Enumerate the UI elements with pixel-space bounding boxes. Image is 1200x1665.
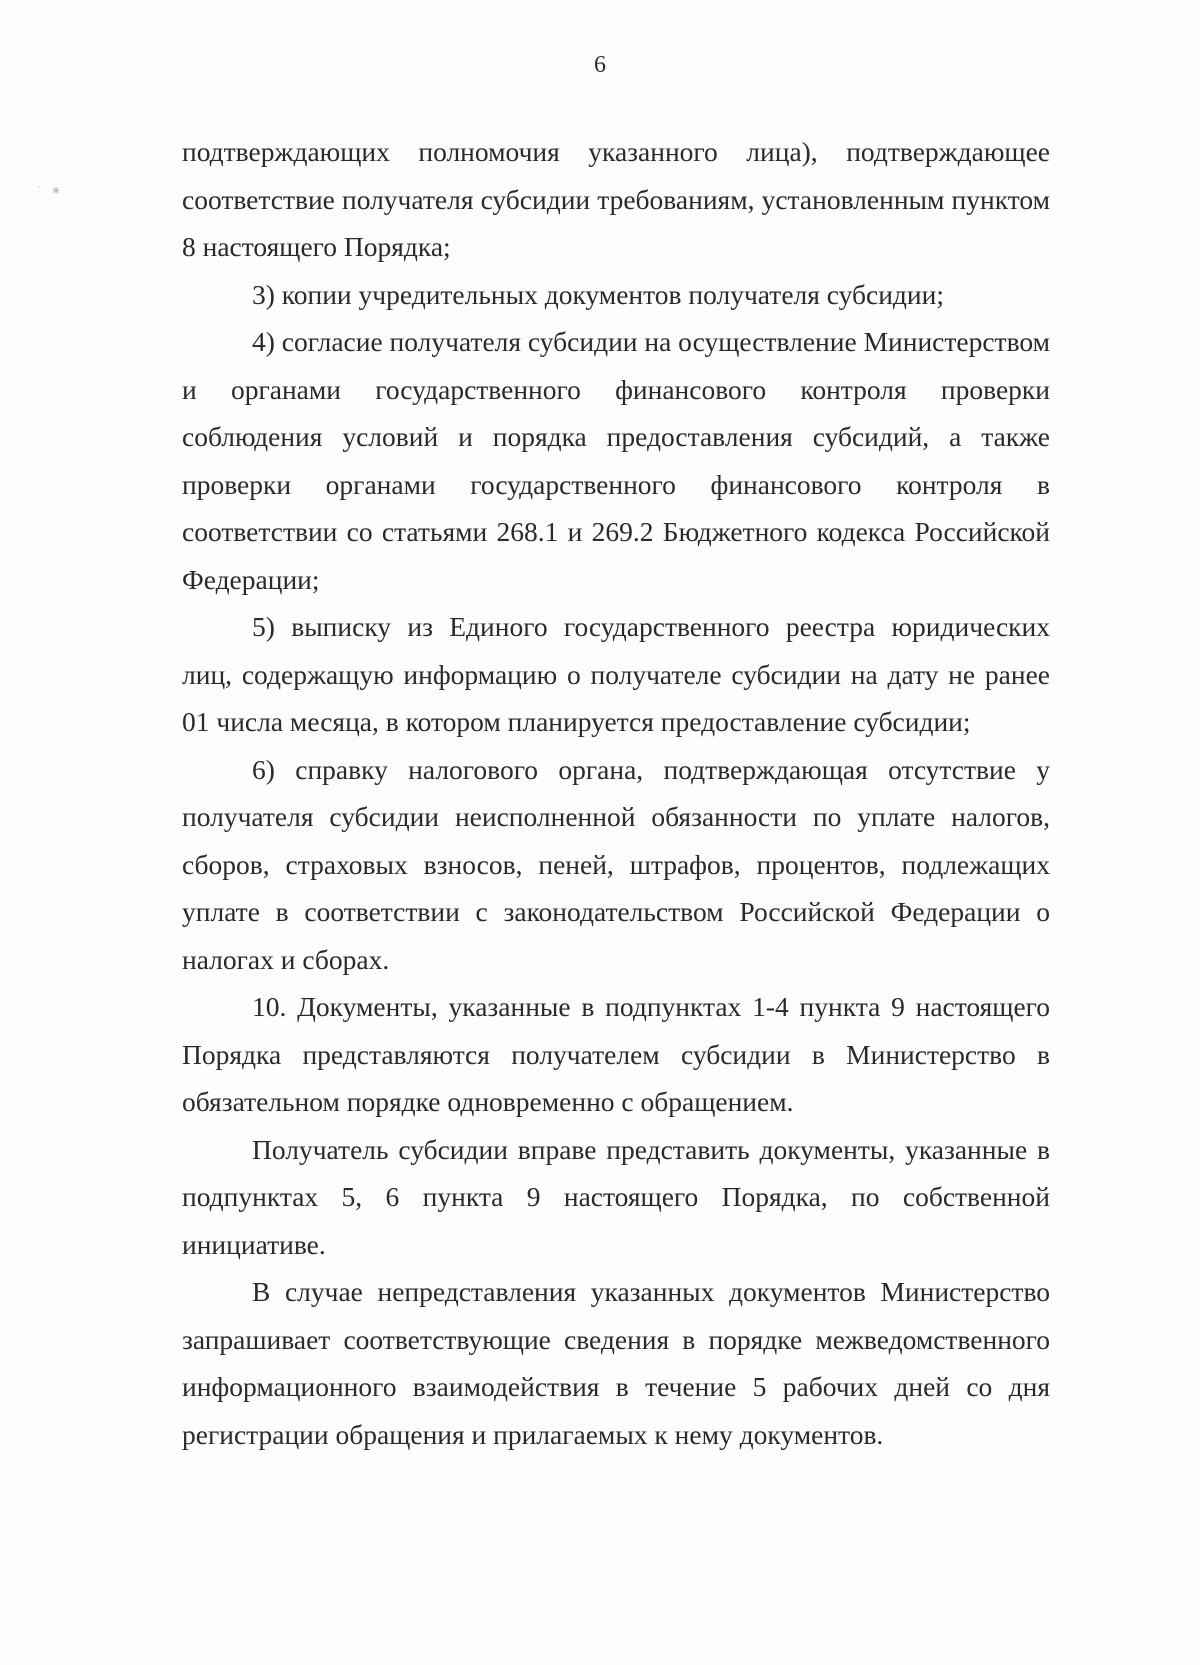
paragraph-continuation: подтверждающих полномочия указанного лица), подтверждающее соответствие получателя субсидии требованиям, установленным пунктом 8 настоящего Порядка;	[182, 136, 1050, 262]
scan-artifact: ` ✳	[38, 186, 65, 197]
paragraph-optional-documents: Получатель субсидии вправе представить документы, указанные в подпунктах 5, 6 пункта 9 настоящего Порядка, по собственной инициативе.	[182, 1133, 1050, 1260]
paragraph-clause-10: 10. Документы, указанные в подпунктах 1-4 пункта 9 настоящего Порядка представляются получателем субсидии в Министерство в обязательном порядке одновременно с обращением.	[182, 991, 1050, 1117]
paragraph-item-6: 6) справку налогового органа, подтверждающая отсутствие у получателя субсидии неисполненной обязанности по уплате налогов, сборов, страховых взносов, пеней, штрафов, процентов, подлежащих уплате в соответствии с законодательством Российской Федерации о налогах и сборах.	[182, 753, 1050, 975]
document-body	[182, 128, 1050, 1458]
paragraph-item-4: 4) согласие получателя субсидии на осуществление Министерством и органами государственного финансового контроля проверки соблюдения условий и порядка предоставления субсидий, а также проверки органами государственного финансового контроля в соответствии со статьями 268.1 и 269.2 Бюджетного кодекса Российской Федерации;	[182, 326, 1050, 595]
paragraph-interagency-request: В случае непредставления указанных документов Министерство запрашивает соответствующие сведения в порядке межведомственного информационного взаимодействия в течение 5 рабочих дней со дня регистрации обращения и прилагаемых к нему документов.	[182, 1276, 1050, 1450]
page-number: 6	[594, 52, 606, 78]
paragraph-item-3: 3) копии учредительных документов получателя субсидии;	[252, 278, 944, 310]
paragraph-item-5: 5) выписку из Единого государственного реестра юридических лиц, содержащую информацию о получателе субсидии на дату не ранее 01 числа месяца, в котором планируется предоставление субсидии;	[182, 611, 1050, 737]
